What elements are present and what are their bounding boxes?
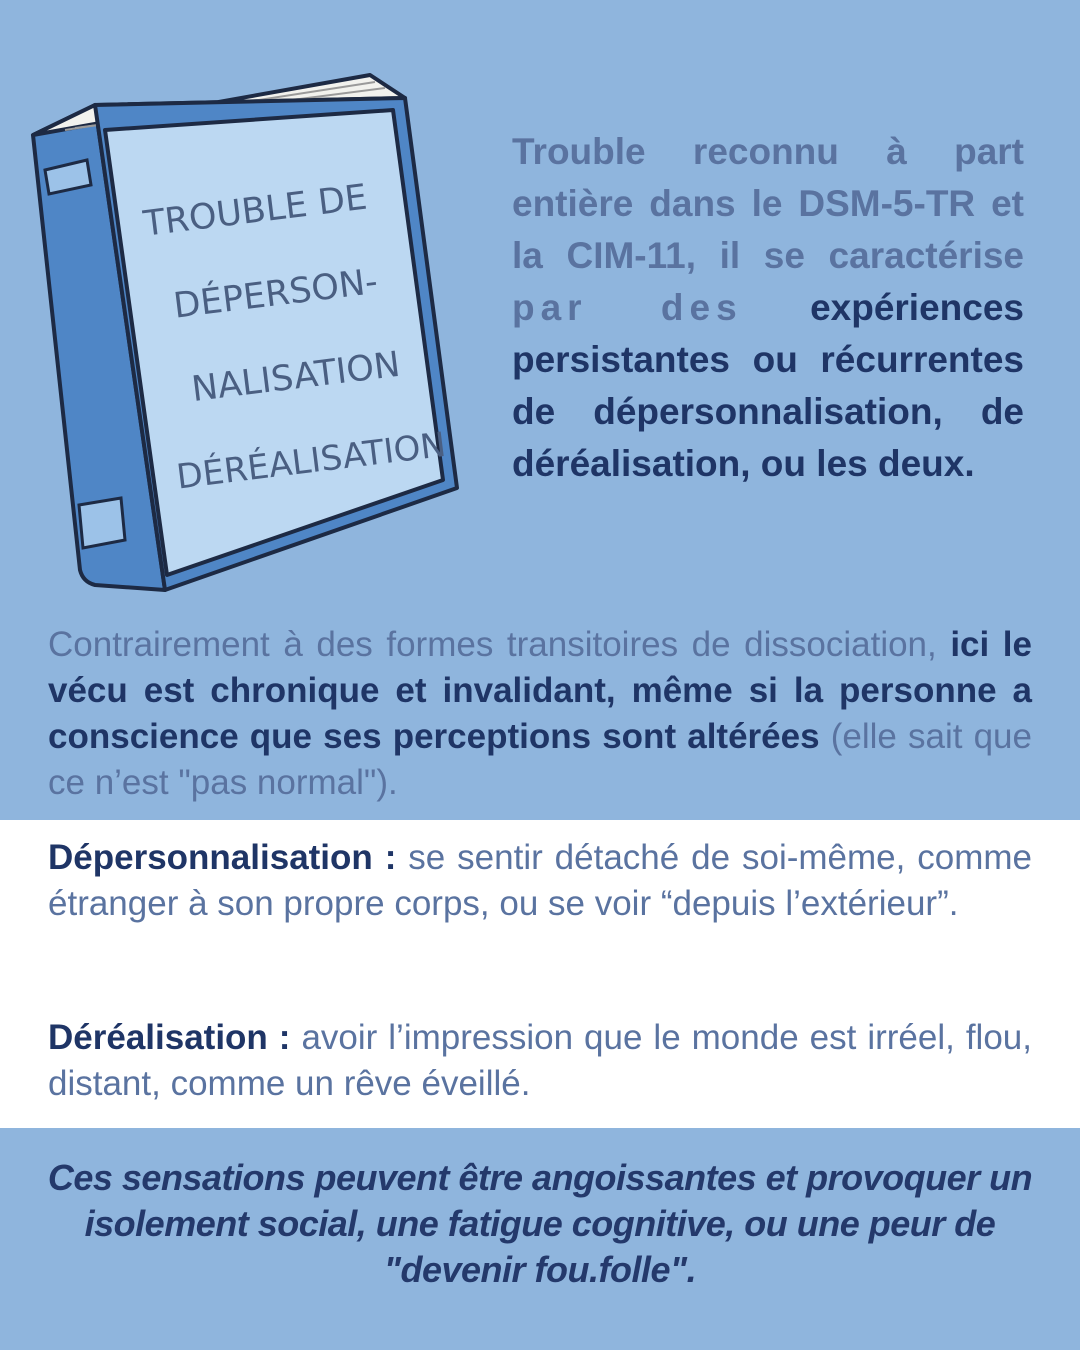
intro-bold-text: expériences persistantes ou récurrentes de dépersonnalisation, de déréalisation, ou les deux. <box>512 287 1024 484</box>
intro-text-1: Trouble reconnu à part entière dans le DSM-5-TR et la CIM-11, il se caractérise <box>512 131 1024 276</box>
book-illustration <box>25 70 465 600</box>
book-cover-line-4: DÉRÉALISATION <box>174 424 449 498</box>
term-depersonalisation: Dépersonnalisation : <box>48 838 397 877</box>
book-cover-line-1: TROUBLE DE <box>141 177 370 245</box>
term-derealisation: Déréalisation : <box>48 1018 291 1057</box>
book-cover-line-2: DÉPERSON- <box>171 261 380 327</box>
conclusion-text: Ces sensations peuvent être angoissantes et provoquer un isolement social, une fatigue cognitive, ou une peur de "devenir fou.folle". <box>47 1157 1033 1290</box>
intro-paragraph <box>512 126 1024 490</box>
text-derealisation: avoir l’impression que le monde est irréel, flou, distant, comme un rêve éveillé. <box>48 1018 1032 1103</box>
intro-text-2: par des <box>512 287 743 328</box>
definition-derealisation <box>48 1015 1032 1107</box>
text-depersonalisation: se sentir détaché de soi-même, comme étranger à son propre corps, ou se voir “depuis l’extérieur”. <box>48 838 1033 923</box>
contrast-lead: Contrairement à des formes transitoires de dissociation, <box>48 625 937 664</box>
definition-depersonalisation <box>48 835 1032 927</box>
contrast-tail: (elle sait que ce n’est "pas normal"). <box>48 717 1032 802</box>
contrast-bold: ici le vécu est chronique et invalidant, même si la personne a conscience que ses perceptions sont altérées <box>48 625 1033 756</box>
contrast-paragraph <box>48 622 1032 806</box>
book-cover-line-3: NALISATION <box>189 344 403 411</box>
